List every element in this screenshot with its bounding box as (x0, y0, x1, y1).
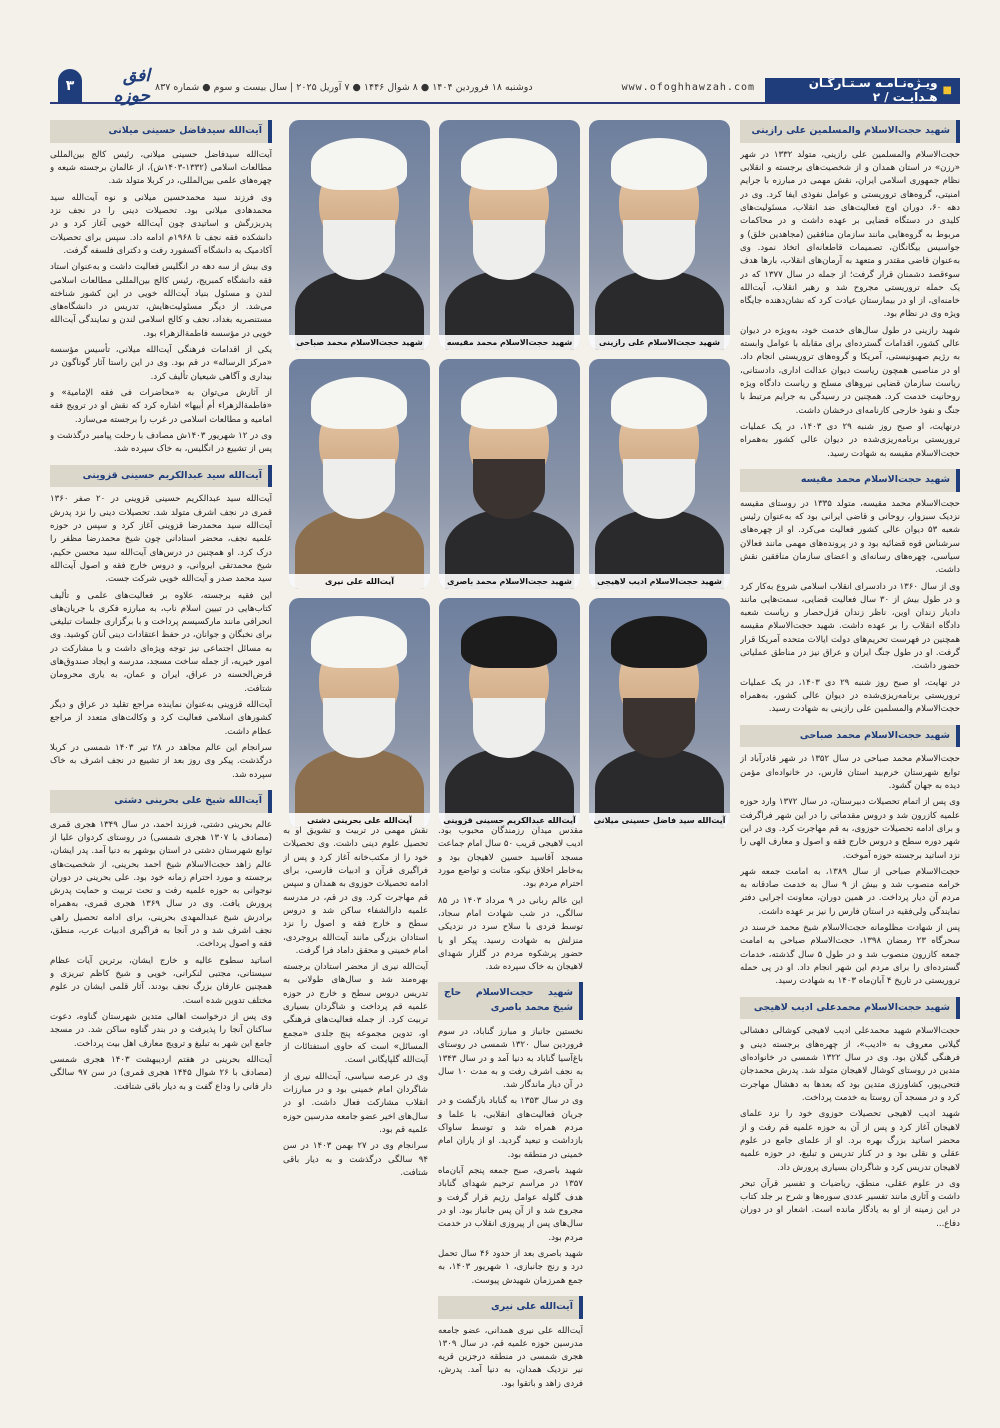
article-paragraph: شهید باصری بعد از حدود ۴۶ سال تحمل درد و رنج جانبازی، ۱ شهریور ۱۴۰۳، به جمع همرزمان شهیدش پیوست. (438, 1248, 583, 1286)
article-paragraph: وی پس از درخواست اهالی متدین شهرستان گناوه، دعوت ساکنان آنجا را پذیرفت و در بندر گناوه ساکن شد. در مسجد جامع این شهر به تبلیغ و ترویج معارف اهل بیت پرداخت. (50, 1011, 272, 1049)
portrait-photo (589, 120, 730, 350)
article-paragraph: عالم بحرینی دشتی، فرزند احمد، در سال ۱۳۴۹ هجری قمری (مصادف با ۱۳۰۷ هجری شمسی) در روستای کردوان علیا از توابع شهرستان دشتی در استان بوشهر به دنیا آمد. پدر ایشان، عالم زاهد حجت‌الاسلام شیخ احمد بحرینی، از شخصیت‌های برجسته و مورد احترام زمانه خود بود. علی بحرینی در دوران نوجوانی به حوزه علمیه رفت و تحت تربیت و حمایت پدرش پرورش یافت. وی در سال ۱۳۶۹ هجری قمری، به‌همراه برادرش شیخ عبدالمهدی بحرینی، برای ادامه تحصیل راهی نجف اشرف شد و در آنجا به فراگیری ادبیات عرب، منطق، فقه و اصول پرداخت. (50, 819, 272, 950)
portrait-photo (589, 359, 730, 589)
masthead (58, 66, 150, 106)
portrait-turban (461, 377, 557, 429)
portrait-turban (611, 616, 707, 668)
article-paragraph: شهید باصری، صبح جمعه پنجم آبان‌ماه ۱۳۵۷ در مراسم ترحیم شهدای گناباد هدف گلوله عوامل رژیم قرار گرفت و مجروح شد و از آن پس جانباز بود. او در سال‌های پس از پیروزی انقلاب در خدمت مردم بود. (438, 1166, 583, 1243)
article-title: آیت‌الله سیدفاضل حسینی میلانی (50, 120, 272, 143)
article-paragraph: آیت‌الله سیدفاضل حسینی میلانی، رئیس کالج بین‌المللی مطالعات اسلامی (۱۳۳۲-۱۴۰۳ش)، از عالمان برجسته شیعه و چهره‌های علمی بین‌المللی، در کربلا متولد شد. (50, 149, 272, 187)
site-url[interactable]: www.ofoghhawzah.com (621, 82, 755, 93)
article-paragraph: مقدس میدان رزمندگان محبوب بود. ادیب لاهیجی قریب ۵۰ سال امام جماعت مسجد آقاسید حسین لاهیجان بود و به‌خاطر اخلاق نیکو، متانت و تواضع مورد احترام مردم بود. (438, 826, 583, 890)
article-paragraph: شهید ادیب لاهیجی تحصیلات حوزوی خود را نزد علمای لاهیجان آغاز کرد و پس از آن به حوزه علمیه قم رفت و از محضر اساتید بزرگ بهره برد. او از علمای جامع در علوم عقلی و نقلی بود و در کنار تدریس و تبلیغ، در حوزه علمیه لاهیجان تدریس کرد و شاگردان بسیاری پرورش داد. (740, 1109, 960, 1173)
portrait-turban (461, 138, 557, 190)
article-paragraph: آیت‌الله نیری از محضر استادان برجسته بهره‌مند شد و سال‌های طولانی به تدریس دروس سطح و خارج در حوزه علمیه قم پرداخت و شاگردان بسیاری تربیت کرد. از جمله فعالیت‌های فرهنگی او، تدوین مجموعه پنج جلدی «مجمع المسائل» است که حاوی استفتائات از آیت‌الله گلپایگانی است. (283, 962, 428, 1066)
article-paragraph: آیت‌الله سید عبدالکریم حسینی قزوینی در ۲۰ صفر ۱۳۶۰ قمری در نجف اشرف متولد شد. تحصیلات دینی را نزد پدرش آیت‌الله سید محمدرضا قزوینی آغاز کرد و سپس در حوزه علمیه نجف، محضر استادانی چون شیخ محمدرضا مظفر را درک کرد. او همچنین در درس‌های آیت‌الله سید محسن حکیم، شیخ محمدتقی ایروانی، و دروس خارج فقه و اصول آیت‌الله سید محمد صدر و آیت‌الله خویی شرکت جست. (50, 494, 272, 585)
middle-left-column (283, 825, 428, 1394)
portrait-turban (611, 377, 707, 429)
photo-caption: آیت‌الله علی بحرینی دشتی (289, 813, 430, 828)
photo-caption: شهید حجت‌الاسلام علی رازینی (589, 335, 730, 350)
portrait-beard (323, 698, 395, 758)
section-tag (765, 78, 960, 102)
photo-caption: آیت‌الله سید فاضل حسینی میلانی (589, 813, 730, 828)
portrait-beard (623, 459, 695, 519)
portrait-photo (289, 359, 430, 589)
photo-caption: شهید حجت‌الاسلام محمد مقیسه (439, 335, 580, 350)
portrait-photo (439, 359, 580, 589)
article-paragraph: پس از شهادت مظلومانه حجت‌الاسلام شیخ محمد خرسند در سحرگاه ۲۳ رمضان ۱۳۹۸، حجت‌الاسلام صباحی به امامت جمعه کازرون منصوب شد و در طول ۵ سال گذشته، خدمات گسترده‌ای را برای مردم این شهر انجام داد. او در پی حمله تروریستی در تاریخ ۴ آبان‌ماه ۱۴۰۳ به شهادت رسید. (740, 923, 960, 987)
article-paragraph: حجت‌الاسلام شهید محمدعلی ادیب لاهیجی کوشالی دهشالی گیلانی معروف به «ادیب»، از چهره‌های برجسته دینی و فرهنگی گیلان بود. وی در سال ۱۳۲۲ شمسی در خانواده‌ای متدین در روستای کوشال لاهیجان متولد شد. پدرش محمدجان فتحی‌پور، کشاورزی متدین بود که بعدها به دهشال مهاجرت کرد و در مسجد آن روستا به خدمت پرداخت. (740, 1026, 960, 1103)
article-paragraph: آیت‌الله بحرینی در هفتم اردیبهشت ۱۴۰۳ هجری شمسی (مصادف با ۲۶ شوال ۱۴۴۵ هجری قمری) در سن ۹۷ سالگی دار فانی را وداع گفت و به دیار باقی شتافت. (50, 1054, 272, 1092)
article-title: آیت‌الله علی نیری (438, 1296, 583, 1319)
article-paragraph: آیت‌الله قزوینی به‌عنوان نماینده مراجع تقلید در عراق و دیگر کشورهای اسلامی فعالیت کرد و وکالت‌های متعدد از مراجع عظام داشت. (50, 700, 272, 737)
article-title: آیت‌الله سید عبدالکریم حسینی قزوینی (50, 465, 272, 488)
article-paragraph: وی در ۱۲ شهریور ۱۴۰۳ش مصادف با رحلت پیامبر درگذشت و پس از تشییع در انگلیس، به خاک سپرده شد. (50, 430, 272, 455)
portrait-photo (439, 598, 580, 828)
portrait-turban (461, 616, 557, 668)
article-paragraph: وی در علوم عقلی، منطق، ریاضیات و تفسیر قرآن تبحر داشت و آثاری مانند تفسیر عددی سوره‌ها و شرح بر جلد کتاب در این زمینه از او به یادگار مانده است. اشعار او در دوران دفاع... (740, 1178, 960, 1229)
middle-right-column (438, 825, 583, 1394)
portrait-photo (289, 598, 430, 828)
portrait-photo (439, 120, 580, 350)
portrait-beard (623, 698, 695, 758)
article-paragraph: سرانجام وی در ۲۷ بهمن ۱۴۰۳ در سن ۹۴ سالگی درگذشت و به دیار باقی شتافت. (283, 1141, 428, 1178)
middle-columns (283, 825, 583, 1394)
portrait-beard (473, 459, 545, 519)
portrait-turban (311, 616, 407, 668)
portrait-beard (473, 698, 545, 758)
left-column (50, 120, 272, 1097)
portrait-turban (611, 138, 707, 190)
page-header (50, 66, 960, 106)
portrait-turban (311, 377, 407, 429)
article-title: شهید حجت‌الاسلام حاج شیخ محمد باصری (438, 982, 583, 1019)
article-paragraph: نقش مهمی در تربیت و تشویق او به تحصیل علوم دینی داشت. وی تحصیلات خود را از مکتب‌خانه آغاز کرد و پس از فراگیری قرآن و ادبیات فارسی، برای ادامه تحصیلات حوزوی به همدان و سپس قم مهاجرت کرد. وی در قم، در مدرسه علمیه دارالشفاء ساکن شد و دروس سطح و خارج فقه و اصول را نزد استادان بزرگی مانند آیت‌الله بروجردی، امام خمینی و محقق داماد فرا گرفت. (283, 826, 428, 956)
square-bullet-icon: ■ (942, 84, 952, 96)
photo-caption: شهید حجت‌الاسلام ادیب لاهیجی (589, 574, 730, 589)
article-paragraph: اساتید سطوح عالیه و خارج ایشان، برترین آیات عظام سیستانی، مجتبی لنکرانی، خویی و شیخ کاظم تبریزی و همچنین عارفان بزرگ نجف بودند. آثار قلمی ایشان در علوم مختلف تدوین شده است. (50, 955, 272, 1006)
article-paragraph: وی در سال ۱۳۵۳ به گناباد بازگشت و در جریان فعالیت‌های انقلابی، با علما و مردم همراه شد و توسط ساواک بازداشت و تبعید گردید. او از یاران امام خمینی در منطقه بود. (438, 1096, 583, 1160)
portrait-turban (311, 138, 407, 190)
photo-caption: آیت‌الله عبدالکریم حسینی قزوینی (439, 813, 580, 828)
portrait-photo (589, 598, 730, 828)
article-paragraph: نخستین جانباز و مبارز گناباد، در سوم فروردین سال ۱۳۲۰ شمسی در روستای باغ‌آسیا گناباد به دنیا آمد و در سال ۱۳۴۳ به نجف اشرف رفت و به مدت ۱۰ سال در آن دیار ماندگار شد. (438, 1026, 583, 1091)
article-paragraph: حجت‌الاسلام صباحی از سال ۱۳۸۹، به امامت جمعه شهر خرامه منصوب شد و بیش از ۹ سال به خدمت صادقانه به مردم آن دیار پرداخت. در همین دوران، معاونت اجرایی دفتر نمایندگی ولی‌فقیه در استان فارس را نیز بر عهده داشت. (740, 866, 960, 917)
page-number: ۳ (58, 69, 82, 103)
article-title: آیت‌الله شیخ علی بحرینی دشتی (50, 790, 272, 813)
article-paragraph: حجت‌الاسلام محمد صباحی در سال ۱۳۵۲ در شهر قادرآباد از توابع شهرستان خرم‌بید استان فارس، در خانواده‌ای مؤمن دیده به جهان گشود. (740, 754, 960, 791)
article-paragraph: درنهایت، او صبح روز شنبه ۲۹ دی ۱۴۰۳، در یک عملیات تروریستی برنامه‌ریزی‌شده در دیوان عالی کشور به‌همراه حجت‌الاسلام مقیسه به شهادت رسید. (740, 421, 960, 459)
portrait-beard (323, 459, 395, 519)
article-title: شهید حجت‌الاسلام محمدعلی ادیب لاهیجی (740, 997, 960, 1020)
article-title: شهید حجت‌الاسلام محمد صباحی (740, 725, 960, 748)
article-paragraph: وی از سال ۱۳۶۰ در دادسرای انقلاب اسلامی شروع به‌کار کرد و در طول بیش از ۳۰ سال فعالیت قضایی، سمت‌هایی مانند دادیار زندان اوین، ناظر زندان قزل‌حصار و ریاست شعبه دادگاه انقلاب را بر عهده داشت. شهید حجت‌الاسلام مقیسه همچنین در فهرست تحریم‌های دولت ایالات متحده آمریکا قرار گرفت. او در طول جنگ ایران و عراق نیز در مناطق عملیاتی حضور داشت. (740, 581, 960, 672)
article-paragraph: از آثارش می‌توان به «محاضرات فی فقه الإمامیة» و «فاطمة‌الزهراء أم أبیها» اشاره کرد که نقش او در ترویج فقه امامیه و مطالعات اسلامی در غرب را برجسته می‌سازد. (50, 388, 272, 425)
article-title: شهید حجت‌الاسلام والمسلمین علی رازینی (740, 120, 960, 143)
article-paragraph: این فقیه برجسته، علاوه بر فعالیت‌های علمی و تألیف کتاب‌هایی در تبیین اسلام ناب، به مبارزه فکری با جریان‌های انحرافی مانند مارکسیسم پرداخت و با برگزاری جلسات تبلیغی برای نخبگان و جوانان، در حفظ اعتقادات دینی آنان کوشید. وی به مسائل اجتماعی نیز توجه ویژه‌ای داشت و با مشارکت در امور خیریه، از جمله ساخت مسجد، مدرسه و ایجاد صندوق‌های قرض‌الحسنه در عراق، ایران و عمان، به یاری محرومان شتافت. (50, 590, 272, 694)
photo-grid (285, 120, 730, 828)
issue-info: دوشنبه ۱۸ فروردین ۱۴۰۴ ● ۸ شوال ۱۴۴۶ ● ۷ آوریل ۲۰۲۵ | سال بیست و سوم ● شماره ۸۳۷ (155, 82, 533, 93)
right-column (740, 120, 960, 1234)
newspaper-logo: افق حوزه (113, 66, 150, 106)
photo-caption: آیت‌الله علی نیری (289, 574, 430, 589)
article-paragraph: وی پس از اتمام تحصیلات دبیرستان، در سال ۱۳۷۲ وارد حوزه علمیه کازرون شد و دروس مقدماتی را در این شهر فراگرفت و برای ادامه تحصیلات حوزوی، به قم مهاجرت کرد. وی در این شهر دوره سطح و دروس خارج فقه و اصول و معارف الهی را نزد اساتید برجسته حوزه آموخت. (740, 797, 960, 861)
article-paragraph: آیت‌الله علی نیری همدانی، عضو جامعه مدرسین حوزه علمیه قم، در سال ۱۳۰۹ هجری شمسی در منطقه درجزین قریه نیر نزدیک همدان، به دنیا آمد. پدرش، فردی زاهد و باتقوا بود. (438, 1325, 583, 1389)
section-title: ویـژه‌نـامـه سـتـارگـان هـدایـت / ۲ (808, 76, 938, 104)
article-title: شهید حجت‌الاسلام محمد مقیسه (740, 469, 960, 492)
article-paragraph: حجت‌الاسلام والمسلمین علی رازینی، متولد ۱۳۳۲ در شهر «رزن» در استان همدان و از شخصیت‌های برجسته و انقلابی نظام جمهوری اسلامی ایران، نقش مهمی در مبارزه با جرایم امنیتی، گروه‌های تروریستی و عوامل نفوذی ایفا کرد. وی در دهه ۶۰، دوران اوج فعالیت‌های ضد انقلاب، مسئولیت‌های کلیدی در دستگاه قضایی بر عهده داشت و در محاکمات مربوط به گروه‌هایی مانند سازمان منافقین (مجاهدین خلق) و جواسیس بیگانگان، تصمیمات قاطعانه‌ای اتخاذ نمود. وی به‌عنوان قاضی مقتدر و متعهد به آرمان‌های انقلاب، بارها هدف سوءقصد دشمنان قرار گرفت؛ از جمله در سال ۱۳۷۷ که در یک حمله تروریستی مجروح شد و رهبر انقلاب، آیت‌الله خامنه‌ای، از او در بیمارستان عیادت کرد که نشان‌دهنده جایگاه ویژه وی در نظام بود. (740, 149, 960, 320)
article-paragraph: در نهایت، او صبح روز شنبه ۲۹ دی ۱۴۰۳، در یک عملیات تروریستی برنامه‌ریزی‌شده در دیوان عالی کشور، به‌همراه حجت‌الاسلام والمسلمین علی رازینی به شهادت رسید. (740, 677, 960, 715)
portrait-beard (473, 220, 545, 280)
article-paragraph: وی فرزند سید محمدحسین میلانی و نوه آیت‌الله سید محمدهادی میلانی بود. تحصیلات دینی را در نجف نزد پدربزرگش و اساتیدی چون آیت‌الله خویی آغاز کرد و در دانشکده فقه نجف تا ۱۹۶۸م ادامه داد. سپس برای تحصیلات آکادمیک به دانشگاه آکسفورد رفت و دکترای فلسفه گرفت. (50, 192, 272, 256)
portrait-beard (623, 220, 695, 280)
article-paragraph: سرانجام این عالم مجاهد در ۲۸ تیر ۱۴۰۳ شمسی در کربلا درگذشت. پیکر وی روز بعد از تشییع در نجف اشرف به خاک سپرده شد. (50, 742, 272, 780)
portrait-beard (323, 220, 395, 280)
article-paragraph: یکی از اقدامات فرهنگی آیت‌الله میلانی، تأسیس مؤسسه «مرکز الرساله» در قم بود. وی در این راستا آثار گوناگون در بیداری و آگاهی شیعیان تألیف کرد. (50, 345, 272, 382)
photo-caption: شهید حجت‌الاسلام محمد صباحی (289, 335, 430, 350)
article-paragraph: شهید رازینی در طول سال‌های خدمت خود، به‌ویژه در دیوان عالی کشور، اقدامات گسترده‌ای برای مقابله با عوامل وابسته به رژیم صهیونیستی، آمریکا و گروه‌های تروریستی انجام داد. او در مناصبی همچون ریاست دیوان عدالت اداری، دادستانی، ریاست سازمان قضایی نیروهای مسلح و ریاست دادگاه ویژه روحانیت خدمت کرد. همچنین در رسیدگی به جرایم مرتبط با جنگ و نفوذ خارجی کارنامه‌ای درخشان داشت. (740, 325, 960, 416)
article-paragraph: وی در عرصه سیاسی، آیت‌الله نیری از شاگردان امام خمینی بود و در مبارزات انقلاب مشارکت فعال داشت. او در سال‌های اخیر عضو جامعه مدرسین حوزه علمیه قم بود. (283, 1071, 428, 1135)
photo-caption: شهید حجت‌الاسلام محمد باصری (439, 574, 580, 589)
article-paragraph: وی بیش از سه دهه در انگلیس فعالیت داشت و به‌عنوان استاد فقه دانشگاه کمبریج، رئیس کالج بین‌المللی مطالعات اسلامی لندن و مسئول بنیاد آیت‌الله خویی در این کشور شناخته می‌شد. از دیگر مسئولیت‌هایش، تدریس در دانشگاه‌های مستنصریه بغداد، نجف و کالج اسلامی لندن و نمایندگی آیت‌الله خویی در مؤسسه فاطمة‌الزهراء بود. (50, 262, 272, 339)
article-paragraph: این عالم ربانی در ۹ مرداد ۱۴۰۳ در ۸۵ سالگی، در شب شهادت امام سجاد، توسط فردی با سلاح سرد در نزدیکی منزلش به شهادت رسید. پیکر او با حضور پرشکوه مردم در گلزار شهدای لاهیجان به خاک سپرده شد. (438, 895, 583, 973)
article-paragraph: حجت‌الاسلام محمد مقیسه، متولد ۱۳۳۵ در روستای مقیسه نزدیک سبزوار، روحانی و قاضی ایرانی بود که به‌عنوان رئیس شعبه ۵۳ دیوان عالی کشور فعالیت می‌کرد. او از چهره‌های سرشناس قوه قضائیه بود و در پرونده‌های مهمی مانند فعالان سیاسی، چهره‌های رسانه‌ای و اعضای سازمان منافقین نقش داشت. (740, 498, 960, 576)
portrait-photo (289, 120, 430, 350)
